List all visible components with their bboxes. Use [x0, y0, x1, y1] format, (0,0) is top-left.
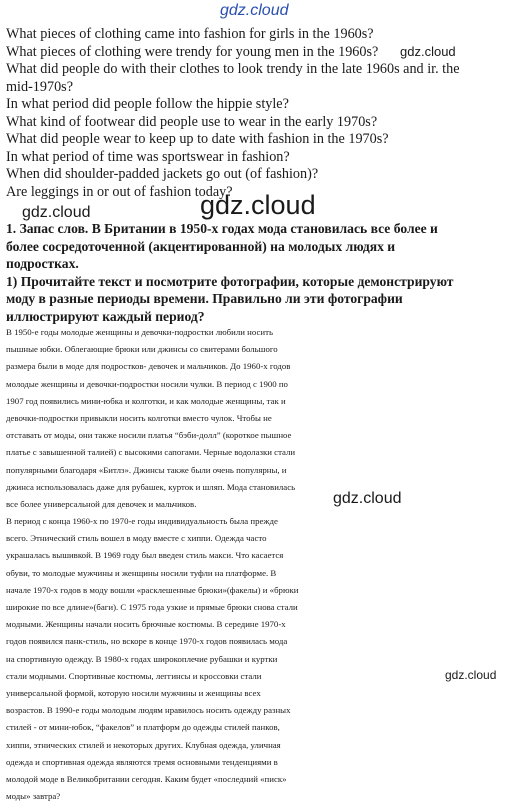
paragraph-line: В период с конца 1960-х по 1970-е годы индивидуальность была прежде — [6, 516, 278, 526]
watermark-body-2: gdz.cloud — [445, 668, 497, 682]
paragraph-line: все более универсальной для девочек и мальчиков. — [6, 499, 197, 510]
instruction-line: иллюстрируют каждый период? — [6, 308, 205, 324]
question-line: In what period of time was sportswear in fashion? — [6, 148, 290, 165]
paragraph-line: пышные юбки. Облегающие брюки или джинсы со свитерами большого — [6, 344, 278, 355]
watermark-center: gdz.cloud — [200, 190, 316, 220]
question-line: mid-1970s? — [6, 78, 73, 95]
paragraph-line: украшалась вышивкой. В 1969 году был введен стиль макси. Что касается — [6, 550, 284, 561]
section-heading — [6, 220, 506, 273]
task-instruction — [6, 273, 506, 325]
question-line: What pieces of clothing were trendy for young men in the 1960s? — [6, 43, 379, 60]
watermark-left: gdz.cloud — [22, 204, 91, 221]
watermark-questions: gdz.cloud — [400, 44, 456, 59]
heading-line: подростках. — [6, 256, 79, 272]
paragraph-line: девочки-подростки привыкли носить колготки вместо чулок. Чтобы не — [6, 413, 272, 424]
paragraph-1970s-today — [6, 513, 508, 805]
paragraph-line: 1907 год появились мини-юбка и колготки, и как молодые женщины, так и — [6, 395, 286, 406]
paragraph-line: широкие по все длине»(баги). С 1975 года узкие и прямые брюки снова стали — [6, 602, 298, 613]
paragraph-line: модными. Женщины начали носить брючные костюмы. В середине 1970-х — [6, 619, 286, 630]
question-line: In what period did people follow the hippie style? — [6, 96, 289, 112]
question-line: When did shoulder-padded jackets go out (of fashion)? — [6, 166, 319, 182]
paragraph-line: В 1950-е годы молодые женщины и девочки-подростки любили носить — [6, 327, 273, 337]
paragraph-line: обуви, то молодые мужчины и женщины носили туфли на платформе. В — [6, 567, 277, 578]
paragraph-line: моды» завтра? — [6, 791, 61, 802]
paragraph-line: размера были в моде для подростков- девочек и мальчиков. До 1960-х годов — [6, 361, 291, 372]
paragraph-line: джинса использовалась даже для рубашек, курток и шляп. Мода становилась — [6, 481, 296, 492]
instruction-line: моду в разные периоды времени. Правильно ли эти фотографии — [6, 291, 403, 307]
question-line: What pieces of clothing came into fashion for girls in the 1960s? — [6, 26, 374, 42]
question-line: What kind of footwear did people use to wear in the early 1970s? — [6, 113, 378, 130]
paragraph-line: отставать от моды, они также носили платья “бэби-долл” (короткое пышное — [6, 430, 292, 441]
paragraph-line: начале 1970-х годов в моду вошли «расклешенные брюки»(факелы) и «брюки — [6, 584, 299, 595]
paragraph-1950s-1960s — [6, 324, 508, 513]
watermark-body-1: gdz.cloud — [333, 490, 402, 507]
paragraph-line: стали модными. Спортивные костюмы, леггинсы и кроссовки стали — [6, 670, 262, 681]
paragraph-line: молодые женщины и девочки-подростки носили чулки. В период с 1900 по — [6, 378, 288, 389]
paragraph-line: годов появился панк-стиль, но вскоре в конце 1970-х годов появилась мода — [6, 636, 288, 647]
question-line: What did people wear to keep up to date with fashion in the 1970s? — [6, 131, 389, 147]
heading-line: более сосредоточенной (акцентированной) на молодых людях и — [6, 238, 396, 254]
paragraph-line: стилей - от мини-юбок, “факелов” и платформ до одежды стилей панков, — [6, 722, 280, 733]
paragraph-line: на спортивную одежду. В 1980-х годах широкоплечие рубашки и куртки — [6, 653, 278, 664]
paragraph-line: универсальной формой, которую носили мужчины и женщины всех — [6, 688, 261, 699]
heading-line: 1. Запас слов. В Британии в 1950-х годах мода становилась все более и — [6, 221, 438, 236]
paragraph-line: платье с завышенной талией) с высокими сапогами. Черные водолазки стали — [6, 447, 296, 458]
question-line: What did people do with their clothes to look trendy in the late 1960s and ir. the — [6, 61, 460, 77]
paragraph-line: молодой моде в Великобритании сегодня. Каким будет «последний «писк» — [6, 774, 287, 785]
question-line: Are leggings in or out of fashion today? — [6, 183, 233, 200]
paragraph-line: одежда и спортивная одежда являются тремя основными тенденциями в — [6, 756, 278, 767]
paragraph-line: возрастов. В 1990-е годы молодым людям нравилось носить одежду разных — [6, 705, 291, 716]
paragraph-line: хиппи, этнических стилей и некоторых других. Клубная одежда, уличная — [6, 739, 281, 750]
watermark-top: gdz.cloud — [220, 2, 289, 19]
paragraph-line: всего. Этнический стиль вошел в моду вместе с хиппи. Одежда часто — [6, 533, 267, 544]
instruction-line: 1) Прочитайте текст и посмотрите фотографии, которые демонстрируют — [6, 274, 454, 289]
paragraph-line: популярными благодаря «Битлз». Джинсы также были очень популярны, и — [6, 464, 287, 475]
